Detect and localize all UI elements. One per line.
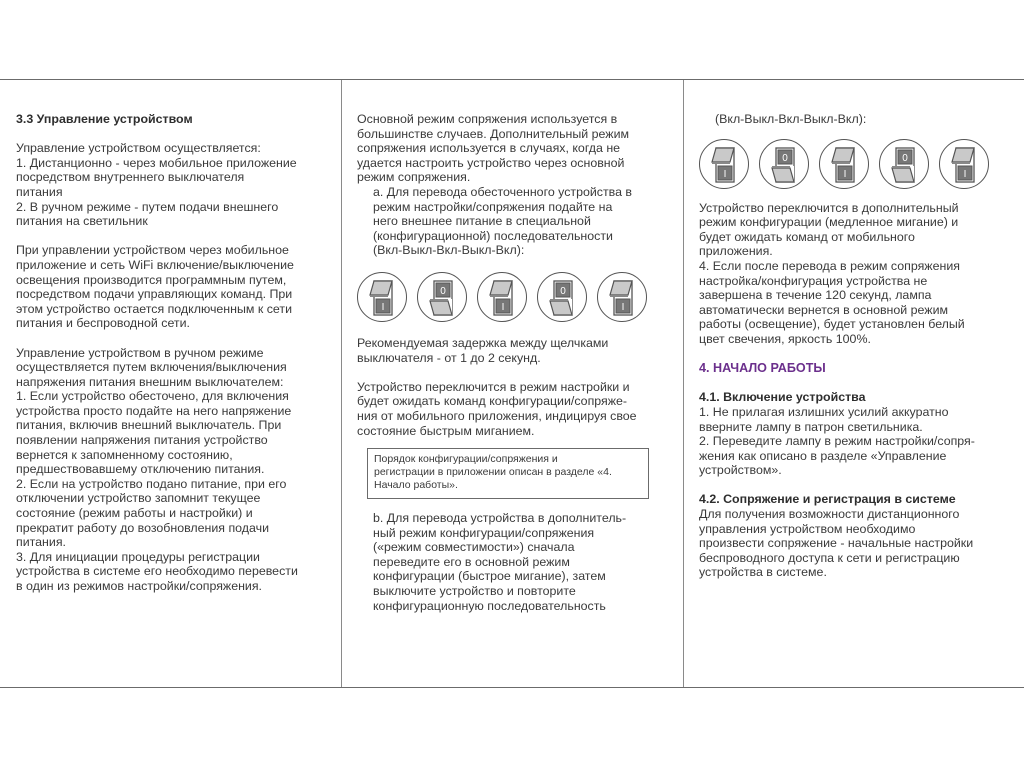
text-line: предшествовавшему отключению питания. (16, 462, 265, 477)
svg-text:0: 0 (440, 285, 446, 297)
svg-text:I: I (843, 168, 847, 180)
text-line: 2. В ручном режиме - путем подачи внешнего (16, 199, 279, 214)
text-line: ный режим конфигурации/сопряжения (373, 525, 595, 540)
text-line: отключении устройство запомнит текущее (16, 491, 261, 506)
text-line: Основной режим сопряжения используется в (357, 112, 618, 126)
text-line: выключателя - от 1 до 2 секунд. (357, 350, 541, 365)
paragraph (357, 380, 679, 438)
paragraph (699, 201, 1017, 347)
text-line: управления устройством необходимо (699, 521, 916, 536)
text-line: питания, включив внешний выключатель. При (16, 418, 282, 433)
text-line: жения как описано в разделе «Управление (699, 448, 947, 463)
text-line: работы (освещение), будет установлен белый (699, 317, 965, 332)
text-line: устройства в системе. (699, 565, 827, 580)
text-line: 2. Если на устройство подано питание, при его (16, 476, 287, 491)
subsection-heading: 4.1. Включение устройства (699, 390, 866, 405)
text-line: Устройство переключится в дополнительный (699, 200, 959, 215)
paragraph (357, 511, 679, 613)
text-line: 4. Если после перевода в режим сопряжения (699, 258, 960, 273)
switch-on-icon (699, 139, 749, 189)
text-line: Управление устройством осуществляется: (16, 141, 261, 156)
text-line: напряжения питания внешним выключателем: (16, 374, 284, 389)
text-line: вверните лампу в патрон светильника. (699, 419, 923, 434)
svg-text:0: 0 (902, 152, 908, 164)
text-line: появлении напряжения питания устройство (16, 433, 268, 448)
text-line: 1. Дистанционно - через мобильное приложение (16, 155, 297, 170)
text-line: в один из режимов настройки/сопряжения. (16, 579, 262, 593)
switch-off-icon (417, 272, 467, 322)
text-line: цвет свечения, яркость 100%. (699, 331, 871, 346)
switch-off-icon (759, 139, 809, 189)
text-line: устройства в системе его необходимо перевести (16, 564, 298, 579)
text-line: (конфигурационной) последовательности (373, 228, 613, 243)
switch-sequence (699, 139, 1017, 189)
paragraph (16, 243, 336, 331)
text-line: осуществляется путем включения/выключения (16, 360, 287, 375)
text-line: него внешнее питание в специальной (373, 214, 591, 229)
column-1 (16, 112, 336, 594)
switch-off-icon (537, 272, 587, 322)
svg-text:0: 0 (560, 285, 566, 297)
text-line: Рекомендуемая задержка между щелчками (357, 335, 609, 350)
text-line: Порядок конфигурации/сопряжения и (374, 453, 558, 466)
text-line: Устройство переключится в режим настройки и (357, 379, 630, 394)
text-line: будет ожидать команд от мобильного (699, 229, 915, 244)
text-line: произвести сопряжение - начальные настройки (699, 536, 974, 551)
sequence-label: (Вкл-Выкл-Вкл-Выкл-Вкл): (715, 112, 867, 126)
svg-text:I: I (621, 301, 625, 313)
text-line: прекратит работу до возобновления подачи (16, 520, 269, 535)
text-line: («режим совместимости») сначала (373, 540, 575, 555)
text-line: устройством». (699, 463, 782, 478)
text-line: режим сопряжения. (357, 170, 471, 185)
text-line: 1. Не прилагая излишних усилий аккуратно (699, 404, 949, 419)
text-line: удается настроить устройство через основной (357, 155, 625, 170)
text-line: 1. Если устройство обесточено, для включения (16, 389, 289, 404)
text-line: При управлении устройством через мобильное (16, 243, 289, 258)
text-line: посредством подачи управляющих команд. При (16, 287, 293, 302)
text-line: состояние (режим работы и настройки) и (16, 506, 253, 521)
switch-on-icon (939, 139, 989, 189)
text-line: настройка/конфигурация устройства не (699, 273, 928, 288)
text-line: вернется к запомненному состоянию, (16, 447, 233, 462)
column-3 (699, 112, 1017, 580)
column-divider (683, 80, 684, 687)
text-line: устройства просто подайте на него напряжение (16, 403, 292, 418)
text-line: Управление устройством в ручном режиме (16, 345, 264, 360)
text-line: 3. Для инициации процедуры регистрации (16, 549, 260, 564)
column-2 (357, 112, 679, 613)
paragraph (357, 112, 679, 185)
page-frame (0, 79, 1024, 688)
text-line: (Вкл-Выкл-Вкл-Выкл-Вкл): (373, 243, 525, 258)
text-line: режим настройки/сопряжения подайте на (373, 199, 613, 214)
note-box (367, 448, 649, 499)
text-line: Для получения возможности дистанционного (699, 507, 960, 522)
text-line: автоматически вернется в основной режим (699, 302, 949, 317)
text-line: переведите его в основной режим (373, 554, 570, 569)
switch-off-icon (879, 139, 929, 189)
svg-text:I: I (501, 301, 505, 313)
text-line: режим конфигурации (медленное мигание) и (699, 215, 959, 230)
section-title: 4. НАЧАЛО РАБОТЫ (699, 361, 826, 376)
paragraph (16, 346, 336, 594)
text-line: конфигурации (быстрое мигание), затем (373, 569, 606, 584)
paragraph (357, 336, 679, 365)
text-line: выключите устройство и повторите (373, 584, 576, 599)
text-line: будет ожидать команд конфигурации/сопряже- (357, 394, 628, 409)
text-line: беспроводного доступа к сети и регистрацию (699, 550, 960, 565)
text-line: питания. (16, 535, 66, 550)
text-line: приложение и сеть WiFi включение/выключение (16, 257, 294, 272)
paragraph (357, 185, 679, 258)
text-line: регистрации в приложении описан в разделе «4. (374, 466, 612, 479)
text-line: Начало работы». (374, 479, 458, 492)
text-line: сопряжения используется в случаях, когда не (357, 141, 621, 156)
switch-on-icon (597, 272, 647, 322)
svg-text:I: I (963, 168, 967, 180)
switch-on-icon (819, 139, 869, 189)
svg-text:I: I (723, 168, 727, 180)
svg-text:I: I (381, 301, 385, 313)
subsection-heading: 4.2. Сопряжение и регистрация в системе (699, 492, 956, 507)
text-line: ния от мобильного приложения, индицируя свое (357, 408, 637, 423)
text-line: питания (16, 184, 63, 199)
text-line: этом устройство остается подключенным к сети (16, 301, 292, 316)
paragraph (699, 405, 1017, 478)
section-heading: 3.3 Управление устройством (16, 112, 193, 126)
text-line: питания и беспроводной сети. (16, 316, 190, 331)
text-line: состояние быстрым миганием. (357, 423, 535, 438)
switch-on-icon (477, 272, 527, 322)
text-line: конфигурационную последовательность (373, 598, 606, 613)
text-line: a. Для перевода обесточенного устройства в (373, 184, 633, 199)
svg-text:0: 0 (782, 152, 788, 164)
text-line: приложения. (699, 244, 773, 259)
switch-sequence (357, 272, 679, 322)
text-line: b. Для перевода устройства в дополнитель- (373, 511, 627, 526)
paragraph (699, 507, 1017, 580)
text-line: завершена в течение 120 секунд, лампа (699, 288, 932, 303)
text-line: питания на светильник (16, 214, 148, 229)
column-divider (341, 80, 342, 687)
switch-on-icon (357, 272, 407, 322)
text-line: посредством внутреннего выключателя (16, 170, 245, 185)
text-line: большинстве случаев. Дополнительный режим (357, 126, 630, 141)
paragraph (16, 141, 336, 229)
text-line: освещения производится программным путем, (16, 272, 287, 287)
text-line: 2. Переведите лампу в режим настройки/сопря- (699, 434, 975, 449)
